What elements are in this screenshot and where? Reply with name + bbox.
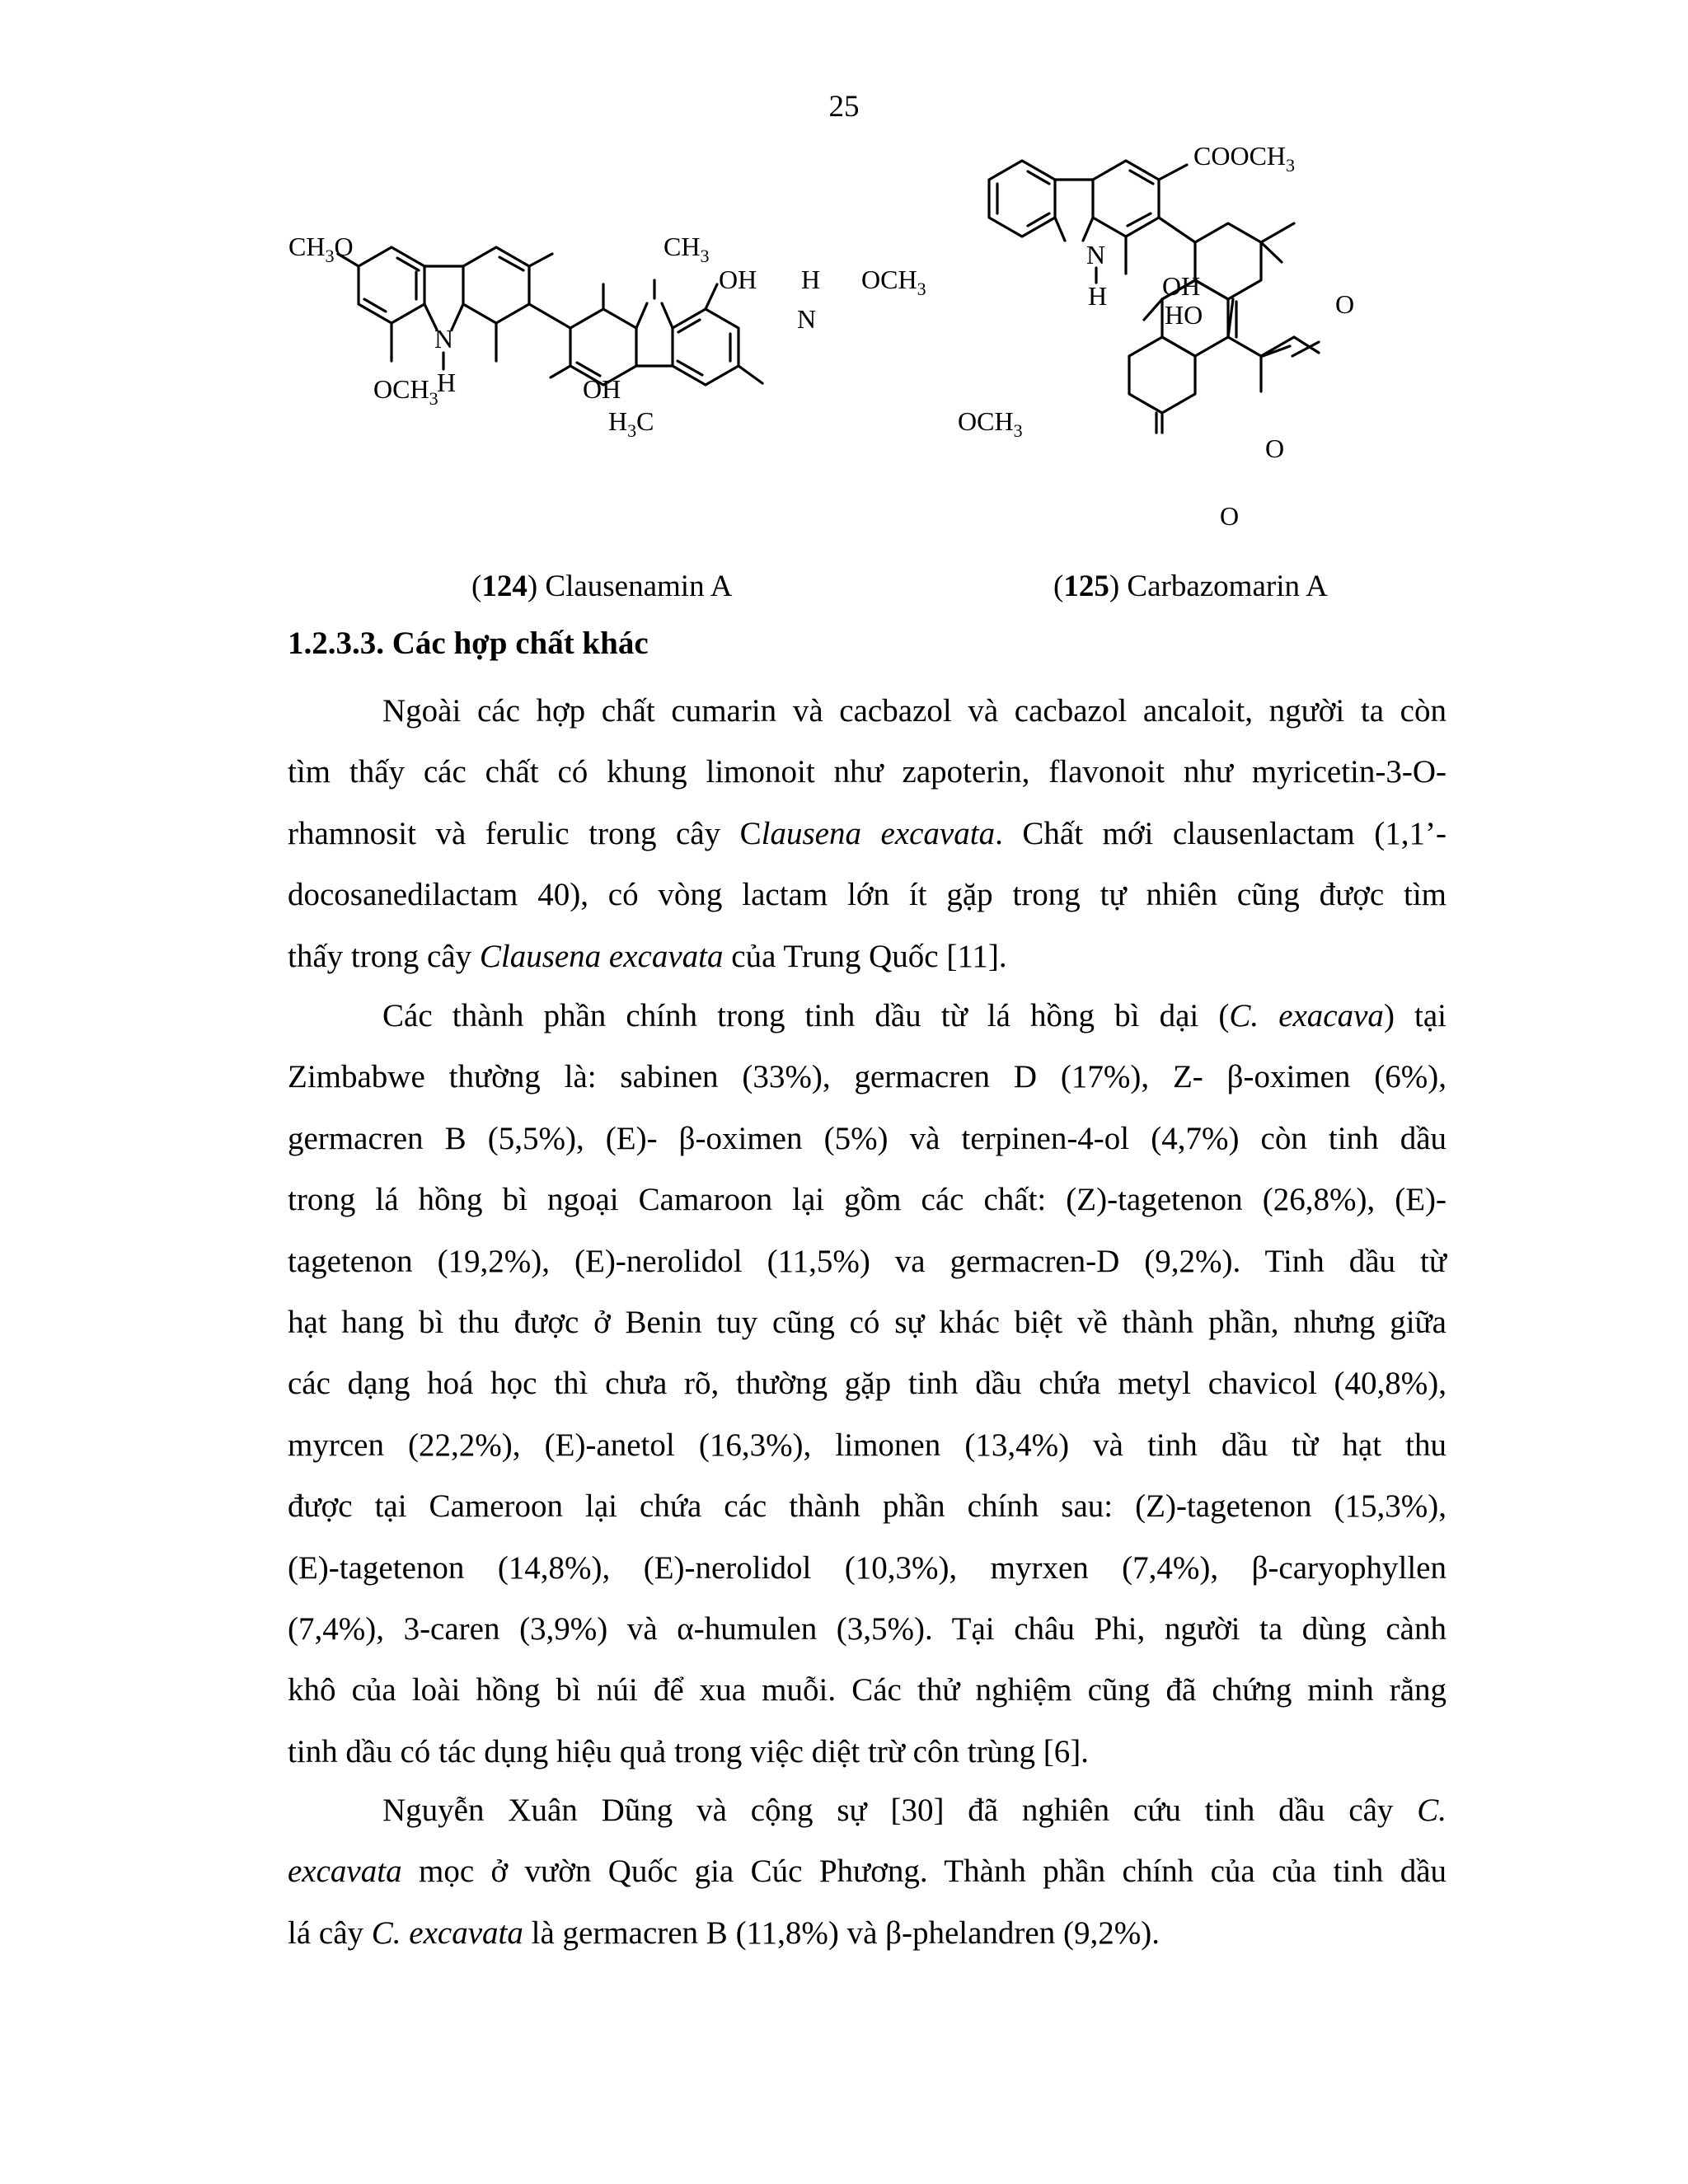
text-run: các dạng hoá học thì chưa rõ, thường gặp tinh dầu chứa metyl chavicol (40,8%),	[288, 1366, 1447, 1402]
text-run: (7,4%), 3-caren (3,9%) và α-humulen (3,5%). Tại châu Phi, người ta dùng cành	[288, 1611, 1447, 1647]
text-run: khô của loài hồng bì núi để xua muỗi. Các thử nghiệm cũng đã chứng minh rằng	[288, 1672, 1447, 1708]
text-run: của Trung Quốc [11].	[723, 938, 1007, 974]
text-line	[288, 742, 1447, 803]
italic-text: lausena excavata	[761, 815, 996, 851]
ch3o-left-label: CH	[288, 232, 326, 261]
text-run: tinh dầu có tác dụng hiệu quả trong việc diệt trừ côn trùng [6].	[288, 1733, 1090, 1769]
och3-left-bottom-label: OCH	[373, 374, 429, 404]
text-run: được tại Cameroon lại chứa các thành phần chính sau: (Z)-tagetenon (15,3%),	[288, 1488, 1447, 1525]
text-run: thấy trong cây	[288, 938, 480, 974]
text-run: Zimbabwe thường là: sabinen (33%), germacren D (17%), Z- β-oximen (6%),	[288, 1059, 1447, 1095]
oh-label: OH	[1162, 271, 1201, 301]
text-line	[288, 1292, 1447, 1353]
text-line	[288, 1538, 1447, 1599]
text-line	[288, 1108, 1447, 1169]
italic-text: C. exacava	[1229, 998, 1384, 1033]
oh-a-label: OH	[719, 265, 757, 294]
text-line	[288, 986, 1447, 1047]
text-run: . Chất mới clausenlactam (1,1’-	[995, 815, 1447, 851]
svg-text:OCH3: $OCH_3$	[373, 374, 438, 409]
text-line	[288, 1231, 1447, 1292]
o-carbonyl-label: O	[1220, 501, 1240, 531]
text-line	[288, 865, 1447, 926]
text-run: trong lá hồng bì ngoại Camaroon lại gồm các chất: (Z)-tagetenon (26,8%), (E)-	[288, 1182, 1447, 1218]
text-line	[288, 1353, 1447, 1414]
text-run: Các thành phần chính trong tinh dầu từ lá hồng bì dại (	[382, 998, 1230, 1033]
italic-text: excavata	[288, 1854, 402, 1890]
text-line	[288, 1476, 1447, 1537]
svg-text:OCH3: $OCH_3$	[861, 265, 926, 299]
carbazomarin-a-structure	[956, 140, 1467, 544]
svg-text:CH3O: $CH_3O$	[288, 232, 354, 266]
cooch3-label: COOCH	[1193, 141, 1287, 171]
ho-label: HO	[1165, 300, 1203, 330]
text-line	[288, 1660, 1447, 1721]
paragraph-1	[288, 681, 1447, 987]
italic-text: C. excavata	[371, 1915, 523, 1951]
oh-b-label: OH	[583, 374, 621, 404]
figure-caption-125: (125) Carbazomarin A	[1053, 569, 1328, 603]
text-line	[288, 804, 1447, 865]
text-line	[288, 1599, 1447, 1660]
paragraph-2	[288, 986, 1447, 1783]
text-run: tìm thấy các chất có khung limonoit như zapoterin, flavonoit như myricetin-3-O-	[288, 754, 1447, 790]
text-run: docosanedilactam 40), có vòng lactam lớn ít gặp trong tự nhiên cũng được tìm	[288, 877, 1447, 913]
och3-right-top-label: OCH	[861, 265, 917, 294]
text-line	[288, 1722, 1447, 1783]
italic-text: C.	[1417, 1793, 1447, 1828]
text-run: tagetenon (19,2%), (E)-nerolidol (11,5%) va germacren-D (9,2%). Tinh dầu từ	[288, 1243, 1447, 1279]
text-run: (E)-tagetenon (14,8%), (E)-nerolidol (10,3%), myrxen (7,4%), β-caryophyllen	[288, 1549, 1447, 1586]
text-run: rhamnosit và ferulic trong cây C	[288, 815, 762, 851]
h-a-label: H	[801, 265, 821, 294]
text-run: hạt hang bì thu được ở Benin tuy cũng có sự khác biệt về thành phần, nhưng giữa	[288, 1305, 1447, 1341]
n-left-label: N	[434, 324, 454, 354]
svg-text:COOCH3: $COOCH_3$	[1193, 141, 1296, 176]
och3-right-bottom-label: OCH	[958, 406, 1014, 436]
n-right-label: N	[797, 304, 817, 334]
paragraph-3	[288, 1780, 1447, 1964]
text-line	[288, 926, 1447, 987]
text-line	[288, 1903, 1447, 1964]
text-line	[288, 1841, 1447, 1902]
text-run: myrcen (22,2%), (E)-anetol (16,3%), limonen (13,4%) và tinh dầu từ hạt thu	[288, 1427, 1447, 1463]
text-run: mọc ở vườn Quốc gia Cúc Phương. Thành phần chính của của tinh dầu	[401, 1854, 1447, 1890]
svg-text:H3C: $H_3C$	[608, 406, 654, 441]
page-number: 25	[828, 90, 860, 124]
text-run: germacren B (5,5%), (E)- β-oximen (5%) và terpinen-4-ol (4,7%) còn tinh dầu	[288, 1120, 1447, 1156]
o-lactone-label: O	[1265, 434, 1285, 463]
svg-text:OCH3: $OCH_3$	[958, 406, 1023, 441]
italic-text: Clausena excavata	[479, 938, 724, 974]
text-run: lá cây	[288, 1915, 372, 1951]
text-run: Nguyễn Xuân Dũng và cộng sự [30] đã nghiên cứu tinh dầu cây	[382, 1793, 1418, 1828]
figure-caption-124: (124) Clausenamin A	[471, 569, 733, 603]
text-run: là germacren B (11,8%) và β-phelandren (9,2%).	[523, 1915, 1160, 1951]
o-ring-label: O	[1335, 289, 1355, 319]
text-line	[288, 1169, 1447, 1230]
h3c-label: H	[608, 406, 628, 436]
svg-text:CH3: $CH_3$	[663, 232, 710, 266]
text-line	[288, 681, 1447, 742]
text-run: Ngoài các hợp chất cumarin và cacbazol và cacbazol ancaloit, người ta còn	[382, 693, 1447, 729]
h-label: H	[1088, 281, 1108, 311]
n-label: N	[1086, 240, 1106, 269]
section-heading: 1.2.3.3. Các hợp chất khác	[288, 626, 649, 661]
text-line	[288, 1047, 1447, 1108]
ch3-top-label: CH	[663, 232, 701, 261]
text-line	[288, 1780, 1447, 1841]
text-line	[288, 1415, 1447, 1476]
text-run: ) tại	[1383, 998, 1447, 1033]
clausenamin-a-structure	[280, 223, 1055, 462]
h-left-label: H	[437, 368, 457, 397]
